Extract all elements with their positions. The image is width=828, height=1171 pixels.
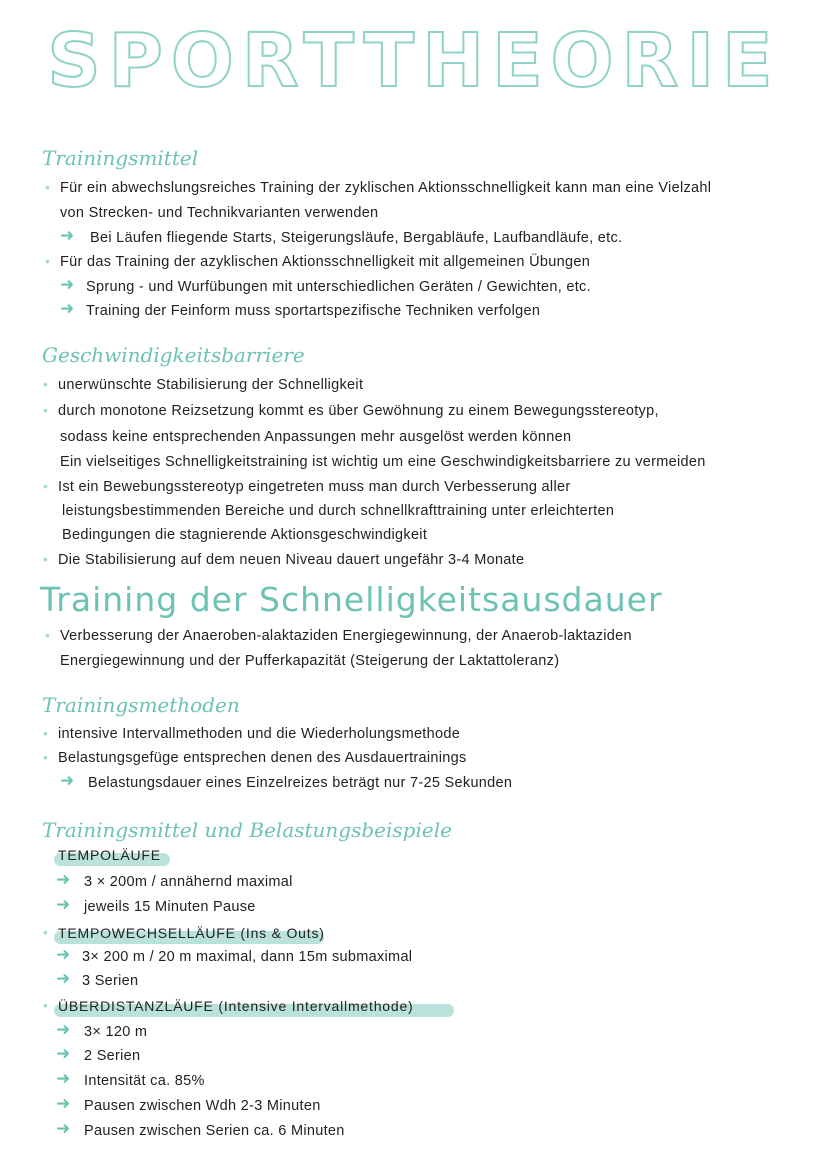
arrow-icon: ➜ — [56, 1044, 71, 1064]
list-item: Bedingungen die stagnierende Aktionsgeschwindigkeit — [62, 527, 428, 543]
list-item: Energiegewinnung und der Pufferkapazität (Steigerung der Laktattoleranz) — [60, 653, 560, 669]
heading-trainingsmittel: Trainingsmittel — [42, 146, 199, 170]
list-item: • Belastungsgefüge entsprechen denen des Ausdauertrainings — [58, 750, 467, 766]
list-item: • Die Stabilisierung auf dem neuen Niveau dauert ungefähr 3-4 Monate — [58, 552, 524, 568]
list-item: Intensität ca. 85% — [84, 1073, 205, 1089]
heading-barriere: Geschwindigkeitsbarriere — [42, 343, 305, 367]
list-item: • Verbesserung der Anaeroben-alaktaziden Energiegewinnung, der Anaerob-laktaziden — [60, 628, 632, 644]
arrow-icon: ➜ — [56, 895, 71, 915]
arrow-icon: ➜ — [60, 275, 75, 295]
list-item: Pausen zwischen Serien ca. 6 Minuten — [84, 1123, 345, 1139]
arrow-icon: ➜ — [56, 1020, 71, 1040]
arrow-icon: ➜ — [60, 299, 75, 319]
arrow-icon: ➜ — [56, 1069, 71, 1089]
arrow-icon: ➜ — [56, 1119, 71, 1139]
arrow-icon: ➜ — [56, 870, 71, 890]
list-item: 3× 200 m / 20 m maximal, dann 15m submaximal — [82, 949, 413, 965]
heading-methoden: Trainingsmethoden — [42, 693, 240, 717]
list-item: Training der Feinform muss sportartspezifische Techniken verfolgen — [86, 303, 541, 319]
list-item: leistungsbestimmenden Bereiche und durch schnellkrafttraining unter erleichterten — [62, 503, 615, 519]
list-item: 3× 120 m — [84, 1024, 148, 1040]
list-item: • durch monotone Reizsetzung kommt es über Gewöhnung zu einem Bewegungsstereotyp, — [58, 403, 659, 419]
list-item: • Ist ein Bewebungsstereotyp eingetreten muss man durch Verbesserung aller — [58, 479, 570, 495]
arrow-icon: ➜ — [56, 1094, 71, 1114]
heading-beispiele: Trainingsmittel und Belastungsbeispiele — [42, 818, 452, 842]
list-item: • intensive Intervallmethoden und die Wiederholungsmethode — [58, 726, 460, 742]
arrow-icon: ➜ — [60, 771, 75, 791]
list-item: Sprung - und Wurfübungen mit unterschiedlichen Geräten / Gewichten, etc. — [86, 279, 591, 295]
arrow-icon: ➜ — [56, 945, 71, 965]
label-tempolaeufe: TEMPOLÄUFE — [58, 847, 161, 863]
list-item: • Für ein abwechslungsreiches Training der zyklischen Aktionsschnelligkeit kann man eine Vielzahl — [60, 180, 711, 196]
list-item: Pausen zwischen Wdh 2-3 Minuten — [84, 1098, 321, 1114]
arrow-icon: ➜ — [60, 226, 75, 246]
list-item: 3 Serien — [82, 973, 139, 989]
heading-ausdauer: Training der Schnelligkeitsausdauer — [40, 580, 663, 619]
list-item: Belastungsdauer eines Einzelreizes beträgt nur 7-25 Sekunden — [88, 775, 513, 791]
list-item: • Für das Training der azyklischen Aktionsschnelligkeit mit allgemeinen Übungen — [60, 254, 590, 270]
list-item: von Strecken- und Technikvarianten verwenden — [60, 205, 379, 221]
list-item: 2 Serien — [84, 1048, 141, 1064]
label-tempowechsellaeufe: • TEMPOWECHSELLÄUFE (Ins & Outs) — [58, 925, 325, 941]
list-item: Ein vielseitiges Schnelligkeitstraining ist wichtig um eine Geschwindigkeitsbarriere zu vermeiden — [60, 454, 706, 470]
list-item: • unerwünschte Stabilisierung der Schnelligkeit — [58, 377, 363, 393]
page-title: SPORTTHEORIE — [47, 18, 781, 104]
list-item: jeweils 15 Minuten Pause — [84, 899, 256, 915]
label-ueberdistanzlaeufe: • ÜBERDISTANZLÄUFE (Intensive Intervallmethode) — [58, 998, 414, 1014]
list-item: 3 × 200m / annähernd maximal — [84, 874, 293, 890]
arrow-icon: ➜ — [56, 969, 71, 989]
list-item: sodass keine entsprechenden Anpassungen mehr ausgelöst werden können — [60, 429, 572, 445]
list-item: Bei Läufen fliegende Starts, Steigerungsläufe, Bergabläufe, Laufbandläufe, etc. — [90, 230, 623, 246]
